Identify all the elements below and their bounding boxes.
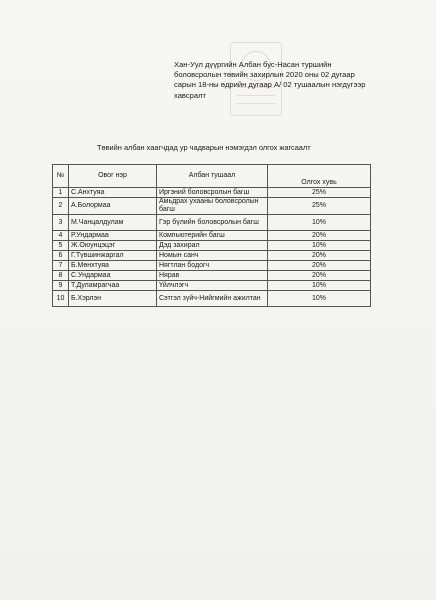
row-percent: 25% [268,188,371,198]
header-line: боловсролын төвийн захирлын 2020 оны 02 дугаар [174,70,355,80]
document-title: Төвийн албан хаагчдад ур чадварын нэмэгдэл олгох жагсаалт [97,143,311,152]
row-percent: 10% [268,241,371,251]
table-row [53,261,371,271]
row-name: Р.Ундармаа [69,231,157,241]
header-line: сарын 18-ны өдрийн дугаар А/ 02 тушаалын нэгдүгээр [174,80,366,90]
row-position: Компьютерийн багш [157,231,268,241]
row-number: 8 [53,271,69,281]
row-name: Б.Мөнхтуяа [69,261,157,271]
table-row [53,281,371,291]
row-number: 10 [53,291,69,307]
table-row [53,188,371,198]
row-position: Иргэний боловсролын багш [157,188,268,198]
row-percent: 20% [268,251,371,261]
header-line: Хан-Уул дүүргийн Албан бус-Насан туршийн [174,60,332,69]
row-percent: 10% [268,215,371,231]
table-row [53,198,371,215]
row-number: 6 [53,251,69,261]
table-row [53,231,371,241]
row-position: Амьдрах ухааны боловсролын багш [157,198,268,215]
row-name: Г.Түвшинжаргал [69,251,157,261]
row-percent: 10% [268,291,371,307]
col-percent-header: Олгох хувь [268,165,371,188]
row-number: 5 [53,241,69,251]
row-name: С.Анхтуяа [69,188,157,198]
row-percent: 10% [268,281,371,291]
row-percent: 20% [268,261,371,271]
row-number: 1 [53,188,69,198]
row-position: Нягтлан бодогч [157,261,268,271]
col-name-header: Овог нэр [69,165,157,188]
row-name: Ж.Оюунцэцэг [69,241,157,251]
header-line: хавсралт [174,90,207,100]
row-name: Т.Дуламрагчаа [69,281,157,291]
row-position: Гэр бүлийн боловсролын багш [157,215,268,231]
table-row [53,251,371,261]
row-position: Сэтгэл зүйч-Нийгмийн ажилтан [157,291,268,307]
row-position: Дэд захирал [157,241,268,251]
table-row [53,291,371,307]
table-row [53,215,371,231]
col-number-header: № [53,165,69,188]
row-name: А.Болормаа [69,198,157,215]
row-position: Нярав [157,271,268,281]
col-position-header: Албан тушаал [157,165,268,188]
row-percent: 20% [268,231,371,241]
row-name: М.Чанцалдулам [69,215,157,231]
table-row [53,271,371,281]
stamp-line [237,103,275,104]
bonus-table [52,164,371,307]
table-header-row [53,165,371,188]
row-name: С.Ундармаа [69,271,157,281]
row-percent: 25% [268,198,371,215]
row-percent: 20% [268,271,371,281]
table-row [53,241,371,251]
row-number: 3 [53,215,69,231]
row-number: 7 [53,261,69,271]
document-header [174,60,404,101]
row-number: 9 [53,281,69,291]
row-number: 4 [53,231,69,241]
row-position: Үйлчлэгч [157,281,268,291]
row-number: 2 [53,198,69,215]
row-position: Номын санч [157,251,268,261]
row-name: Б.Хэрлэн [69,291,157,307]
